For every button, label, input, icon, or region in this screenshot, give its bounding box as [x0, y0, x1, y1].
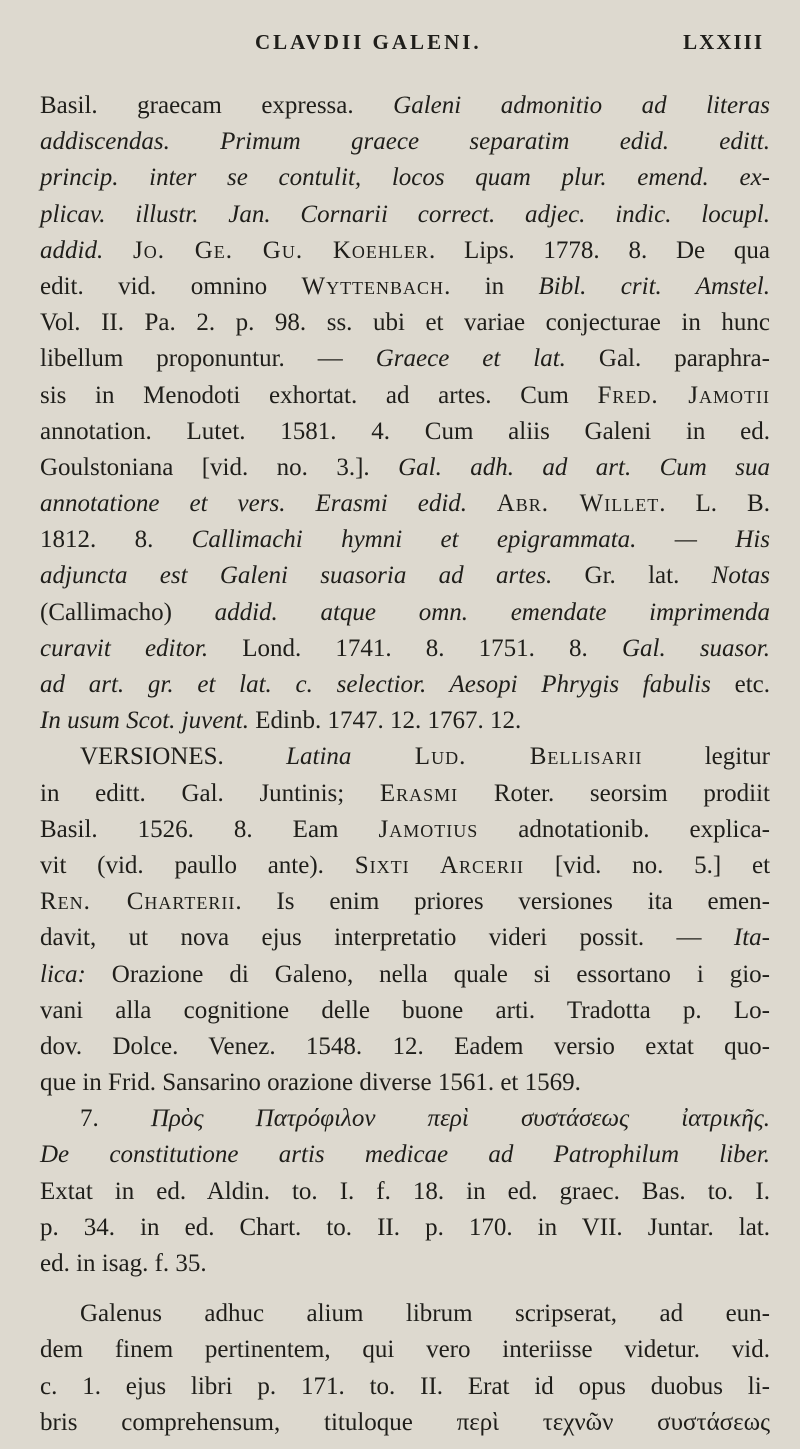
text-run: sis in Menodoti exhortat. ad artes. Cum [40, 381, 598, 409]
text-line [40, 160, 770, 196]
paragraph-gap [40, 1282, 770, 1296]
text-line [40, 776, 770, 812]
text-line [40, 1137, 770, 1173]
text-run: Edinb. 1747. 12. 1767. 12. [248, 707, 522, 735]
text-run: Lond. 1741. 8. 1751. 8. [208, 634, 622, 662]
text-run: bris comprehensum, tituloque περὶ τεχνῶν συστάσεως [40, 1408, 770, 1436]
small-caps-name: Jo. Ge. Gu. Koehler [103, 236, 429, 264]
italic-text: addid. [40, 236, 104, 264]
text-line [40, 595, 770, 631]
text-line [40, 739, 770, 775]
italic-text: Ita- [733, 924, 770, 952]
text-run: etc. [710, 671, 771, 698]
italic-text: annotatione et vers. Erasmi edid. [40, 490, 468, 518]
italic-text: Πρὸς Πατρόφιλον περὶ συστάσεως ἰατρικῆς. [150, 1105, 770, 1133]
text-run: . L. B. [659, 490, 770, 518]
italic-text: curavit editor. [40, 634, 209, 662]
text-run: VERSIONES. [80, 743, 287, 771]
text-run: que in Frid. Sansarino orazione diverse 1561. et 1569. [40, 1069, 581, 1097]
italic-text: princip. inter se contulit, locos quam plur. emend. ex- [40, 164, 770, 192]
text-line [40, 703, 770, 739]
text-run: Gal. paraphra- [565, 345, 770, 373]
text-line [40, 1065, 770, 1101]
text-line [40, 522, 770, 558]
text-line [40, 920, 770, 956]
text-run: in editt. Gal. Juntinis; [40, 779, 380, 807]
text-run: legitur [642, 743, 770, 771]
text-line [40, 1210, 770, 1246]
text-run: dov. Dolce. Venez. 1548. 12. Eadem versio extat quo- [40, 1032, 770, 1060]
text-run: Galenus adhuc alium librum scripserat, ad eun- [80, 1300, 770, 1328]
text-run: dem finem pertinentem, qui vero interiisse videtur. vid. [40, 1336, 770, 1364]
text-run: . in [444, 272, 539, 300]
text-line [40, 269, 770, 305]
text-line [40, 631, 770, 667]
text-line [40, 486, 770, 522]
text-line [40, 1101, 770, 1137]
italic-text: Latina [286, 743, 352, 771]
text-line [40, 1332, 770, 1368]
italic-text: Notas [711, 562, 770, 590]
italic-text: Callimachi hymni et epigrammata. — His [191, 526, 771, 554]
text-line [40, 124, 770, 160]
text-line [40, 305, 770, 341]
italic-text: lica: [40, 960, 86, 988]
running-header [0, 26, 800, 66]
italic-text: Graece et lat. [375, 345, 566, 373]
text-run: annotation. Lutet. 1581. 4. Cum aliis Galeni in ed. [40, 417, 770, 445]
text-run: ed. in isag. f. 35. [40, 1250, 207, 1277]
text-run: davit, ut nova ejus interpretatio videri possit. — [40, 924, 734, 952]
text-run: Extat in ed. Aldin. to. I. f. 18. in ed. graec. Bas. to. I. [40, 1177, 770, 1205]
italic-text: addiscendas. Primum graece separatim edid. editt. [40, 128, 770, 156]
text-line [40, 667, 770, 703]
text-line [40, 1246, 770, 1282]
text-run: Basil. graecam expressa. [40, 92, 394, 119]
text-run: Gr. lat. [552, 562, 712, 590]
text-run: libellum proponuntur. — [40, 345, 376, 373]
text-run: [vid. no. 5.] et [524, 851, 771, 879]
small-caps-name: Lud. Bellisarii [351, 743, 643, 771]
text-line [40, 558, 770, 594]
text-line [40, 233, 770, 269]
text-line [40, 812, 770, 848]
text-run: 1812. 8. [40, 526, 192, 554]
small-caps-name: Sixti Arcerii [354, 851, 525, 879]
text-run: c. 1. ejus libri p. 171. to. II. Erat id opus duobus li- [40, 1372, 770, 1400]
text-line [40, 884, 770, 920]
text-line [40, 197, 770, 233]
text-run: Vol. II. Pa. 2. p. 98. ss. ubi et variae conjecturae in hunc [40, 309, 770, 337]
text-line [40, 341, 770, 377]
text-line [40, 88, 770, 124]
italic-text: In usum Scot. juvent. [40, 707, 249, 735]
text-line [40, 414, 770, 450]
italic-text: Gal. suasor. [621, 634, 770, 662]
text-run: Roter. seorsim prodiit [458, 779, 771, 807]
small-caps-name: Jamotius [378, 815, 479, 843]
italic-text: plicav. illustr. Jan. Cornarii correct. adjec. indic. locupl. [40, 200, 770, 228]
small-caps-name: Abr. Willet [467, 490, 660, 518]
text-run: vit (vid. paullo ante). [40, 851, 355, 879]
text-run: Goulstoniana [vid. no. 3.]. [40, 453, 399, 481]
text-body [40, 88, 770, 1441]
small-caps-name: Erasmi [379, 779, 459, 807]
text-run: Basil. 1526. 8. Eam [40, 815, 379, 843]
text-line [40, 848, 770, 884]
text-line [40, 993, 770, 1029]
italic-text: De constitutione artis medicae ad Patrophilum liber. [40, 1141, 770, 1169]
text-line [40, 957, 770, 993]
text-line [40, 450, 770, 486]
text-line [40, 378, 770, 414]
text-run: adnotationib. explica- [478, 815, 770, 843]
text-line [40, 1405, 770, 1441]
running-title: CLAVDII GALENI. [255, 30, 482, 54]
page-number: LXXIII [683, 30, 764, 54]
text-line [40, 1174, 770, 1210]
italic-text: addid. atque omn. emendate imprimenda [214, 598, 770, 626]
text-run: edit. vid. omnino [40, 272, 302, 300]
small-caps-name: Fred. Jamotii [597, 381, 770, 409]
small-caps-name: Wyttenbach [301, 272, 445, 300]
italic-text: ad art. gr. et lat. c. selectior. Aesopi Phrygis fabulis [40, 671, 711, 698]
text-run: p. 34. in ed. Chart. to. II. p. 170. in VII. Juntar. lat. [40, 1213, 770, 1241]
text-run: 7. [80, 1105, 151, 1133]
text-line [40, 1369, 770, 1405]
text-run: (Callimacho) [40, 598, 215, 626]
small-caps-name: Ren. Charterii [40, 888, 236, 916]
text-line [40, 1296, 770, 1332]
text-run: vani alla cognitione delle buone arti. Tradotta p. Lo- [40, 996, 770, 1024]
text-run: . Is enim priores versiones ita emen- [235, 888, 770, 916]
text-line [40, 1029, 770, 1065]
italic-text: Galeni admonitio ad literas [393, 92, 771, 119]
italic-text: Gal. adh. ad art. Cum sua [398, 453, 770, 481]
italic-text: Bibl. crit. Amstel. [538, 272, 770, 300]
text-run: Orazione di Galeno, nella quale si essortano i gio- [85, 960, 770, 988]
text-run: . Lips. 1778. 8. De qua [428, 236, 771, 264]
italic-text: adjuncta est Galeni suasoria ad artes. [40, 562, 553, 590]
